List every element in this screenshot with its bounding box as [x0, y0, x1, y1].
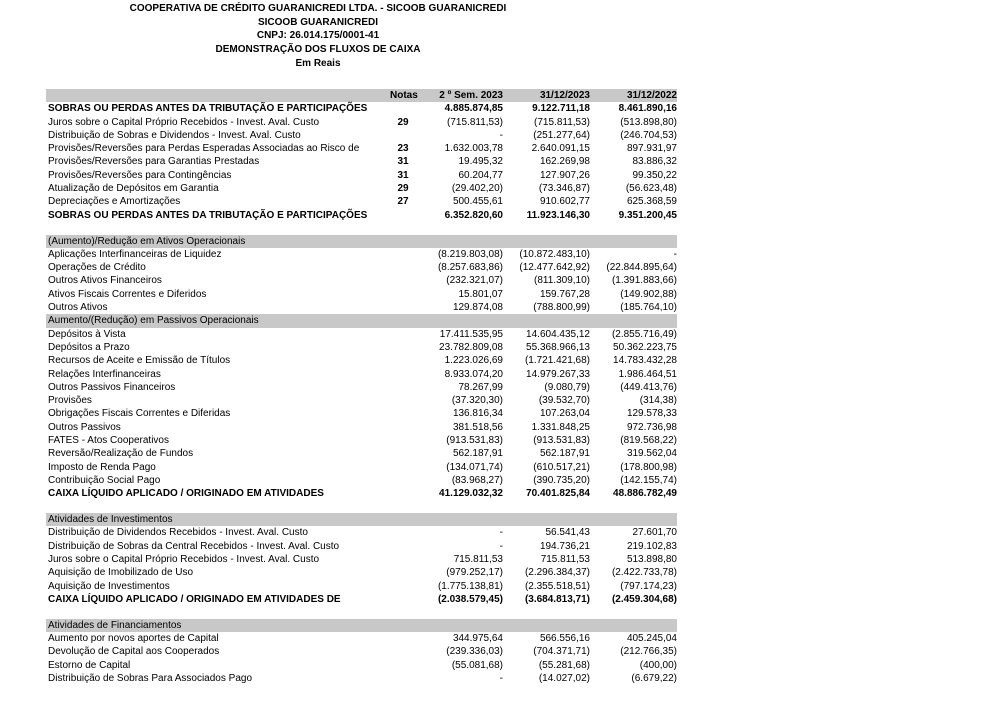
row-note: 29 — [397, 116, 409, 128]
value-2sem-2023: (8.219.803,08) — [437, 248, 503, 260]
table-row — [46, 394, 677, 407]
row-label: Outros Passivos — [48, 421, 121, 433]
value-2022: (819.568,22) — [620, 435, 677, 447]
value-2022: 9.351.200,45 — [618, 209, 677, 221]
total-row — [46, 102, 677, 115]
value-2sem-2023: 60.204,77 — [458, 169, 503, 181]
value-2023: (12.477.642,92) — [519, 262, 590, 274]
value-2023: 55.368.966,13 — [526, 341, 590, 353]
value-2023: 107.263,04 — [539, 408, 590, 420]
value-2sem-2023: - — [499, 129, 503, 141]
value-2022: 625.368,59 — [626, 196, 677, 208]
value-2sem-2023: 6.352.820,60 — [444, 209, 503, 221]
value-2022: 1.986.464,51 — [618, 368, 677, 380]
value-2022: 513.898,80 — [626, 553, 677, 565]
value-2sem-2023: - — [499, 540, 503, 552]
value-2022: (449.413,76) — [620, 381, 677, 393]
section-header-row — [46, 314, 677, 327]
table-row — [46, 461, 677, 474]
value-2023: (390.735,20) — [533, 474, 590, 486]
table-row — [46, 248, 677, 261]
cash-flow-table — [46, 89, 677, 685]
cnpj: CNPJ: 26.014.175/0001-41 — [256, 30, 380, 41]
value-2sem-2023: 129.874,08 — [452, 302, 503, 314]
value-2022: (22.844.895,64) — [606, 262, 677, 274]
table-row — [46, 540, 677, 553]
table-row — [46, 288, 677, 301]
total-row — [46, 209, 677, 222]
value-2022: 405.245,04 — [626, 633, 677, 645]
row-label: (Aumento)/Redução em Ativos Operacionais — [48, 235, 246, 247]
spacer-row — [46, 501, 677, 514]
row-label: Aumento/(Redução) em Passivos Operacionais — [48, 315, 259, 327]
value-2023: 14.604.435,12 — [526, 328, 590, 340]
value-2sem-2023: - — [499, 527, 503, 539]
table-row — [46, 368, 677, 381]
table-row — [46, 116, 677, 129]
value-2023: 14.979.267,33 — [526, 368, 590, 380]
table-row — [46, 632, 677, 645]
row-label: Atividades de Financiamentos — [48, 619, 182, 631]
table-row — [46, 566, 677, 579]
row-label: Aplicações Interfinanceiras de Liquidez — [48, 248, 222, 260]
row-label: CAIXA LÍQUIDO APLICADO / ORIGINADO EM ATIVIDADES — [48, 488, 324, 500]
value-2023: (913.531,83) — [533, 435, 590, 447]
value-2023: (788.800,99) — [533, 302, 590, 314]
row-label: CAIXA LÍQUIDO APLICADO / ORIGINADO EM ATIVIDADES DE — [48, 593, 341, 605]
row-label: Operações de Crédito — [48, 262, 146, 274]
table-row — [46, 421, 677, 434]
table-row — [46, 659, 677, 672]
value-2sem-2023: 4.885.874,85 — [444, 103, 503, 115]
value-2sem-2023: (8.257.683,86) — [437, 262, 503, 274]
value-2sem-2023: 41.129.032,32 — [439, 488, 503, 500]
row-label: Outros Ativos — [48, 302, 108, 314]
row-label: Depósitos a Prazo — [48, 341, 130, 353]
value-2023: (1.721.421,68) — [524, 355, 590, 367]
table-row — [46, 672, 677, 685]
value-2sem-2023: (715.811,53) — [447, 116, 503, 128]
value-2022: (56.623,48) — [625, 183, 677, 195]
row-label: Recursos de Aceite e Emissão de Títulos — [48, 355, 231, 367]
currency-note: Em Reais — [295, 58, 341, 69]
value-2023: (2.355.518,51) — [524, 580, 590, 592]
section-header-row — [46, 235, 677, 248]
spacer-row — [46, 222, 677, 235]
value-2023: 70.401.825,84 — [526, 488, 590, 500]
section-header-row — [46, 513, 677, 526]
value-2022: 14.783.432,28 — [613, 355, 677, 367]
value-2023: (10.872.483,10) — [519, 248, 590, 260]
row-label: Imposto de Renda Pago — [48, 461, 156, 473]
value-2022: (6.679,22) — [631, 672, 677, 684]
value-2023: (39.532,70) — [538, 395, 590, 407]
value-2022: 319.562,04 — [626, 448, 677, 460]
value-2023: 715.811,53 — [540, 553, 590, 565]
value-2sem-2023: 500.455,61 — [452, 196, 503, 208]
value-2022: 219.102,83 — [626, 540, 677, 552]
value-2sem-2023: (979.252,17) — [446, 567, 503, 579]
value-2sem-2023: 78.267,99 — [458, 381, 503, 393]
value-2022: - — [673, 248, 677, 260]
company-name: COOPERATIVA DE CRÉDITO GUARANICREDI LTDA. - SICOOB GUARANICREDI — [129, 3, 507, 14]
value-2sem-2023: 1.223.026,69 — [444, 355, 503, 367]
row-label: Distribuição de Dividendos Recebidos - Invest. Aval. Custo — [48, 527, 308, 539]
value-2023: (610.517,21) — [533, 461, 590, 473]
value-2023: 194.736,21 — [539, 540, 590, 552]
table-row — [46, 261, 677, 274]
value-2022: (2.459.304,68) — [611, 593, 677, 605]
value-2sem-2023: (55.081,68) — [451, 659, 503, 671]
table-row — [46, 553, 677, 566]
table-row — [46, 341, 677, 354]
table-row — [46, 274, 677, 287]
row-label: Depreciações e Amortizações — [48, 196, 181, 208]
row-label: Depósitos à Vista — [48, 328, 126, 340]
company-short-name: SICOOB GUARANICREDI — [257, 17, 378, 28]
value-2sem-2023: 15.801,07 — [458, 288, 503, 300]
col-header-2sem-2023: 2 º Sem. 2023 — [439, 90, 503, 101]
table-row — [46, 447, 677, 460]
table-row — [46, 474, 677, 487]
table-row — [46, 381, 677, 394]
value-2sem-2023: 8.933.074,20 — [444, 368, 503, 380]
value-2022: 897.931,97 — [626, 143, 677, 155]
value-2022: 99.350,22 — [632, 169, 677, 181]
value-2022: 50.362.223,75 — [613, 341, 677, 353]
value-2022: 48.886.782,49 — [613, 488, 677, 500]
table-row — [46, 301, 677, 314]
value-2023: (73.346,87) — [538, 183, 590, 195]
row-label: SOBRAS OU PERDAS ANTES DA TRIBUTAÇÃO E PARTICIPAÇÕES — [48, 209, 368, 221]
col-header-notas: Notas — [390, 90, 418, 101]
table-row — [46, 328, 677, 341]
value-2sem-2023: 562.187,91 — [452, 448, 503, 460]
row-label: Aquisição de Investimentos — [48, 580, 170, 592]
value-2022: (2.855.716,49) — [611, 328, 677, 340]
spacer-row — [46, 606, 677, 619]
value-2023: (251.277,64) — [533, 129, 590, 141]
value-2sem-2023: (83.968,27) — [451, 474, 503, 486]
value-2022: (513.898,80) — [620, 116, 677, 128]
value-2022: (246.704,53) — [620, 129, 677, 141]
table-row — [46, 354, 677, 367]
value-2023: 159.767,28 — [539, 288, 590, 300]
table-row — [46, 182, 677, 195]
value-2023: 162.269,98 — [539, 156, 590, 168]
value-2023: (55.281,68) — [538, 659, 590, 671]
value-2sem-2023: 17.411.535,95 — [439, 328, 503, 340]
value-2sem-2023: (29.402,20) — [451, 183, 503, 195]
value-2023: (14.027,02) — [538, 672, 590, 684]
row-label: Aquisição de Imobilizado de Uso — [48, 567, 194, 579]
value-2023: 2.640.091,15 — [531, 143, 590, 155]
row-note: 29 — [397, 183, 409, 195]
table-header-row — [46, 89, 677, 102]
row-note: 31 — [397, 169, 409, 181]
value-2sem-2023: (134.071,74) — [446, 461, 503, 473]
value-2sem-2023: 1.632.003,78 — [444, 143, 503, 155]
value-2022: (1.391.883,66) — [611, 275, 677, 287]
row-label: Distribuição de Sobras Para Associados Pago — [48, 672, 253, 684]
value-2022: (314,38) — [639, 395, 677, 407]
row-note: 23 — [397, 143, 409, 155]
row-label: Provisões/Reversões para Garantias Prestadas — [48, 156, 260, 168]
row-label: Juros sobre o Capital Próprio Recebidos - Invest. Aval. Custo — [48, 553, 320, 565]
value-2022: (212.766,35) — [620, 646, 677, 658]
table-row — [46, 580, 677, 593]
value-2023: 566.556,16 — [539, 633, 590, 645]
section-header-row — [46, 619, 677, 632]
document-title: DEMONSTRAÇÃO DOS FLUXOS DE CAIXA — [215, 44, 421, 55]
value-2022: (797.174,23) — [620, 580, 677, 592]
row-note: 31 — [397, 156, 409, 168]
row-label: Reversão/Realização de Fundos — [48, 448, 194, 460]
table-row — [46, 169, 677, 182]
total-row — [46, 487, 677, 500]
value-2023: (811.309,10) — [534, 275, 590, 287]
table-row — [46, 645, 677, 658]
value-2022: (400,00) — [639, 659, 677, 671]
row-label: Distribuição de Sobras da Central Recebidos - Invest. Aval. Custo — [48, 540, 340, 552]
row-label: Contribuição Social Pago — [48, 474, 161, 486]
value-2sem-2023: (1.775.138,81) — [437, 580, 503, 592]
row-label: Atualização de Depósitos em Garantia — [48, 183, 219, 195]
row-label: Ativos Fiscais Correntes e Diferidos — [48, 288, 207, 300]
value-2sem-2023: (37.320,30) — [451, 395, 503, 407]
row-label: FATES - Atos Cooperativos — [48, 435, 169, 447]
row-note: 27 — [397, 196, 409, 208]
row-label: Juros sobre o Capital Próprio Recebidos - Invest. Aval. Custo — [48, 116, 320, 128]
value-2022: 972.736,98 — [626, 421, 677, 433]
row-label: Outros Passivos Financeiros — [48, 381, 176, 393]
value-2022: 27.601,70 — [632, 527, 677, 539]
value-2sem-2023: (913.531,83) — [446, 435, 503, 447]
value-2022: (2.422.733,78) — [611, 567, 677, 579]
value-2022: 129.578,33 — [626, 408, 677, 420]
value-2sem-2023: 136.816,34 — [452, 408, 503, 420]
value-2023: 9.122.711,18 — [532, 103, 590, 115]
value-2sem-2023: 23.782.809,08 — [439, 341, 503, 353]
value-2022: (142.155,74) — [620, 474, 677, 486]
value-2022: (178.800,98) — [620, 461, 677, 473]
value-2023: (3.684.813,71) — [524, 593, 590, 605]
value-2023: (715.811,53) — [534, 116, 590, 128]
value-2023: 1.331.848,25 — [531, 421, 590, 433]
value-2023: 11.923.146,30 — [526, 209, 590, 221]
col-header-2022: 31/12/2022 — [626, 90, 677, 101]
row-label: Relações Interfinanceiras — [48, 368, 161, 380]
value-2022: (185.764,10) — [620, 302, 677, 314]
table-row — [46, 195, 677, 208]
row-label: Distribuição de Sobras e Dividendos - Invest. Aval. Custo — [48, 129, 301, 141]
table-row — [46, 434, 677, 447]
table-row — [46, 129, 677, 142]
value-2023: 910.602,77 — [539, 196, 590, 208]
value-2sem-2023: 381.518,56 — [452, 421, 503, 433]
value-2sem-2023: (2.038.579,45) — [437, 593, 503, 605]
row-label: SOBRAS OU PERDAS ANTES DA TRIBUTAÇÃO E PARTICIPAÇÕES — [48, 103, 368, 115]
row-label: Aumento por novos aportes de Capital — [48, 633, 219, 645]
value-2023: 562.187,91 — [539, 448, 590, 460]
value-2023: 56.541,43 — [545, 527, 590, 539]
row-label: Provisões/Reversões para Perdas Esperadas Associadas ao Risco de — [48, 143, 360, 155]
value-2sem-2023: - — [499, 672, 503, 684]
table-row — [46, 407, 677, 420]
row-label: Obrigações Fiscais Correntes e Diferidas — [48, 408, 231, 420]
row-label: Devolução de Capital aos Cooperados — [48, 646, 220, 658]
value-2sem-2023: 19.495,32 — [458, 156, 503, 168]
table-row — [46, 526, 677, 539]
value-2sem-2023: 344.975,64 — [452, 633, 503, 645]
value-2023: (2.296.384,37) — [524, 567, 590, 579]
row-label: Provisões — [48, 395, 92, 407]
row-label: Outros Ativos Financeiros — [48, 275, 162, 287]
table-row — [46, 142, 677, 155]
value-2022: 8.461.890,16 — [618, 103, 677, 115]
value-2sem-2023: (232.321,07) — [446, 275, 503, 287]
value-2023: (704.371,71) — [533, 646, 590, 658]
row-label: Provisões/Reversões para Contingências — [48, 169, 232, 181]
value-2sem-2023: 715.811,53 — [453, 553, 503, 565]
row-label: Atividades de Investimentos — [48, 514, 173, 526]
value-2022: 83.886,32 — [632, 156, 677, 168]
table-row — [46, 155, 677, 168]
value-2sem-2023: (239.336,03) — [446, 646, 503, 658]
value-2023: (9.080,79) — [544, 381, 590, 393]
col-header-2023: 31/12/2023 — [539, 90, 590, 101]
value-2023: 127.907,26 — [539, 169, 590, 181]
row-label: Estorno de Capital — [48, 659, 131, 671]
total-row — [46, 593, 677, 606]
value-2022: (149.902,88) — [620, 288, 677, 300]
